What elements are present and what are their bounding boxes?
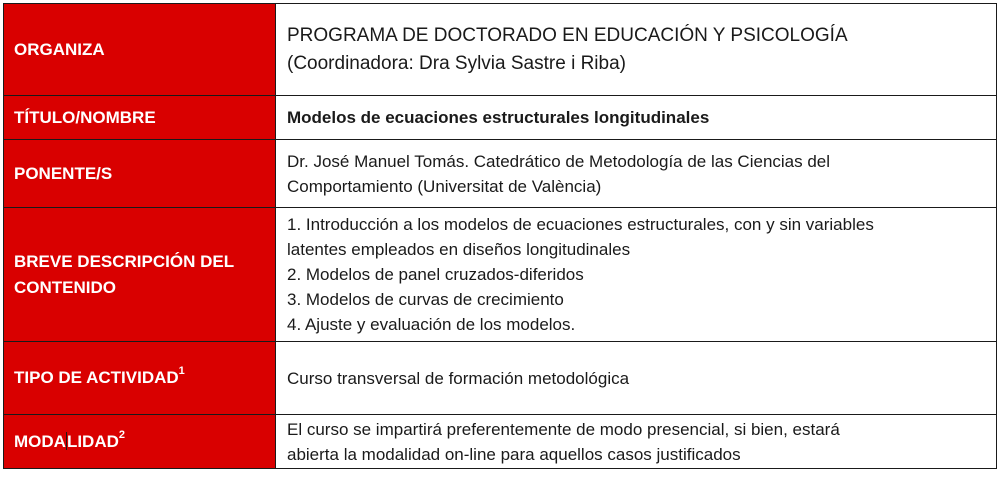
- descripcion-line: 2. Modelos de panel cruzados-diferidos: [287, 265, 584, 284]
- value-ponente: [276, 140, 997, 208]
- row-descripcion: [4, 208, 997, 342]
- label-ponente: [4, 140, 276, 208]
- value-titulo: Modelos de ecuaciones estructurales longitudinales: [276, 96, 997, 140]
- ponente-line-2: Comportamiento (Universitat de València): [287, 176, 602, 196]
- value-tipo: Curso transversal de formación metodológica: [276, 342, 997, 415]
- label-titulo: [4, 96, 276, 140]
- descripcion-line: 3. Modelos de curvas de crecimiento: [287, 290, 564, 309]
- label-ponente-text: PONENTE/S: [14, 163, 113, 183]
- footnote-1: 1: [178, 365, 185, 378]
- value-descripcion: [276, 208, 997, 342]
- organiza-line-1: PROGRAMA DE DOCTORADO EN EDUCACIÓN Y PSICOLOGÍA: [287, 24, 848, 46]
- row-titulo: [4, 96, 997, 140]
- row-tipo: [4, 342, 997, 415]
- value-organiza: [276, 4, 997, 96]
- descripcion-line: 1. Introducción a los modelos de ecuaciones estructurales, con y sin variables: [287, 215, 874, 234]
- descripcion-line: 4. Ajuste y evaluación de los modelos.: [287, 315, 576, 334]
- row-organiza: [4, 4, 997, 96]
- ponente-line-1: Dr. José Manuel Tomás. Catedrático de Metodología de las Ciencias del: [287, 151, 831, 171]
- label-modalidad-part-2: LIDAD: [66, 431, 119, 451]
- row-modalidad: [4, 415, 997, 469]
- label-organiza-text: ORGANIZA: [14, 39, 105, 59]
- label-descripcion-line-1: BREVE DESCRIPCIÓN DEL: [14, 251, 235, 271]
- course-info-table: [3, 3, 997, 469]
- label-tipo: [4, 342, 276, 415]
- label-tipo-text: TIPO DE ACTIVIDAD: [14, 368, 179, 387]
- row-ponente: [4, 140, 997, 208]
- organiza-line-2: (Coordinadora: Dra Sylvia Sastre i Riba): [287, 52, 626, 74]
- modalidad-line-1: El curso se impartirá preferentemente de modo presencial, si bien, estará: [287, 419, 840, 439]
- label-modalidad: [4, 415, 276, 469]
- footnote-2: 2: [118, 428, 126, 441]
- label-modalidad-part-1: MODA: [14, 431, 66, 451]
- label-descripcion: [4, 208, 276, 342]
- descripcion-line: latentes empleados en diseños longitudinales: [287, 240, 631, 259]
- label-organiza: [4, 4, 276, 96]
- label-descripcion-line-2: CONTENIDO: [14, 277, 116, 297]
- value-modalidad: [276, 415, 997, 469]
- modalidad-line-2: abierta la modalidad on-line para aquellos casos justificados: [287, 444, 741, 464]
- label-titulo-text: TÍTULO/NOMBRE: [14, 107, 156, 127]
